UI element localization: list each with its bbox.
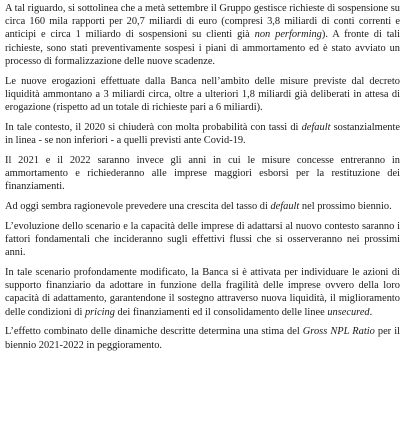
paragraph-8 [5, 325, 400, 351]
p7-text-c: . [369, 306, 373, 318]
paragraph-3 [5, 121, 400, 147]
p3-text-b: sostanzialmente in linea - se non inferiori - a quelli previsti ante Covid-19. [5, 121, 401, 147]
paragraph-6 [5, 220, 400, 260]
p7-text-a: In tale scenario profondamente modificato, la Banca si è attivata per individuare le azioni di supporto finanziario da adottare in funzione della fragilità delle imprese ovvero della loro capacità di adattamento, garantendone il sostegno attraverso nuova liquidità, il miglioramento delle condizioni di [5, 267, 400, 318]
p7-text-b: dei finanziamenti ed il consolidamento delle linee [114, 306, 328, 318]
p2-text: Le nuove erogazioni effettuate dalla Banca nell’ambito delle misure previste dal decreto liquidità ammontano a 3 miliardi circa, oltre a ulteriori 1,8 miliardi già deliberati in attesa di erogazione (rispetto ad un totale di richieste pari a 6 miliardi). [5, 75, 400, 114]
p4-text: Il 2021 e il 2022 saranno invece gli anni in cui le misure concesse entreranno in ammortamento e richiederanno alle imprese maggiori esborsi per la restituzione dei finanziamenti. [5, 154, 400, 193]
p3-term-default: default [301, 121, 331, 133]
p5-text-a: Ad oggi sembra ragionevole prevedere una crescita del tasso di [5, 201, 271, 213]
p7-term-pricing: pricing [84, 306, 115, 318]
p7-term-unsecured: unsecured [327, 306, 370, 318]
paragraph-7 [5, 266, 400, 319]
p3-text-a: In tale contesto, il 2020 si chiuderà con molta probabilità con tassi di [5, 121, 302, 133]
p5-text-b: nel prossimo biennio. [299, 201, 392, 213]
p8-term-gross-npl-ratio: Gross NPL Ratio [302, 326, 375, 338]
p8-text-a: L’effetto combinato delle dinamiche descritte determina una stima del [5, 326, 303, 338]
p1-text-a: A tal riguardo, si sottolinea che a metà settembre il Gruppo gestisce richieste di sospensione su circa 160 mila rapporti per 20,7 miliardi di euro (compresi 3,8 miliardi di conti correnti e anticipi e circa 1 miliardo di sospensioni su clienti già [5, 3, 400, 41]
paragraph-2 [5, 75, 400, 115]
paragraph-5 [5, 200, 400, 213]
p5-term-default: default [270, 201, 300, 213]
p1-term-non-performing: non performing [254, 29, 322, 41]
p1-text-b: ). A fronte di tali richieste, sono stati preventivamente sospesi i piani di ammortamento ed è stato avviato un processo di formalizzazione delle nuove scadenze. [5, 29, 400, 67]
paragraph-1 [5, 2, 400, 68]
p8-text-b: per il biennio 2021-2022 in peggioramento. [5, 326, 400, 351]
paragraph-4 [5, 154, 400, 194]
p6-text: L’evoluzione dello scenario e la capacità delle imprese di adattarsi al nuovo contesto saranno i fattori fondamentali che incideranno sugli effettivi flussi che si osserveranno nei prossimi anni. [5, 220, 400, 259]
